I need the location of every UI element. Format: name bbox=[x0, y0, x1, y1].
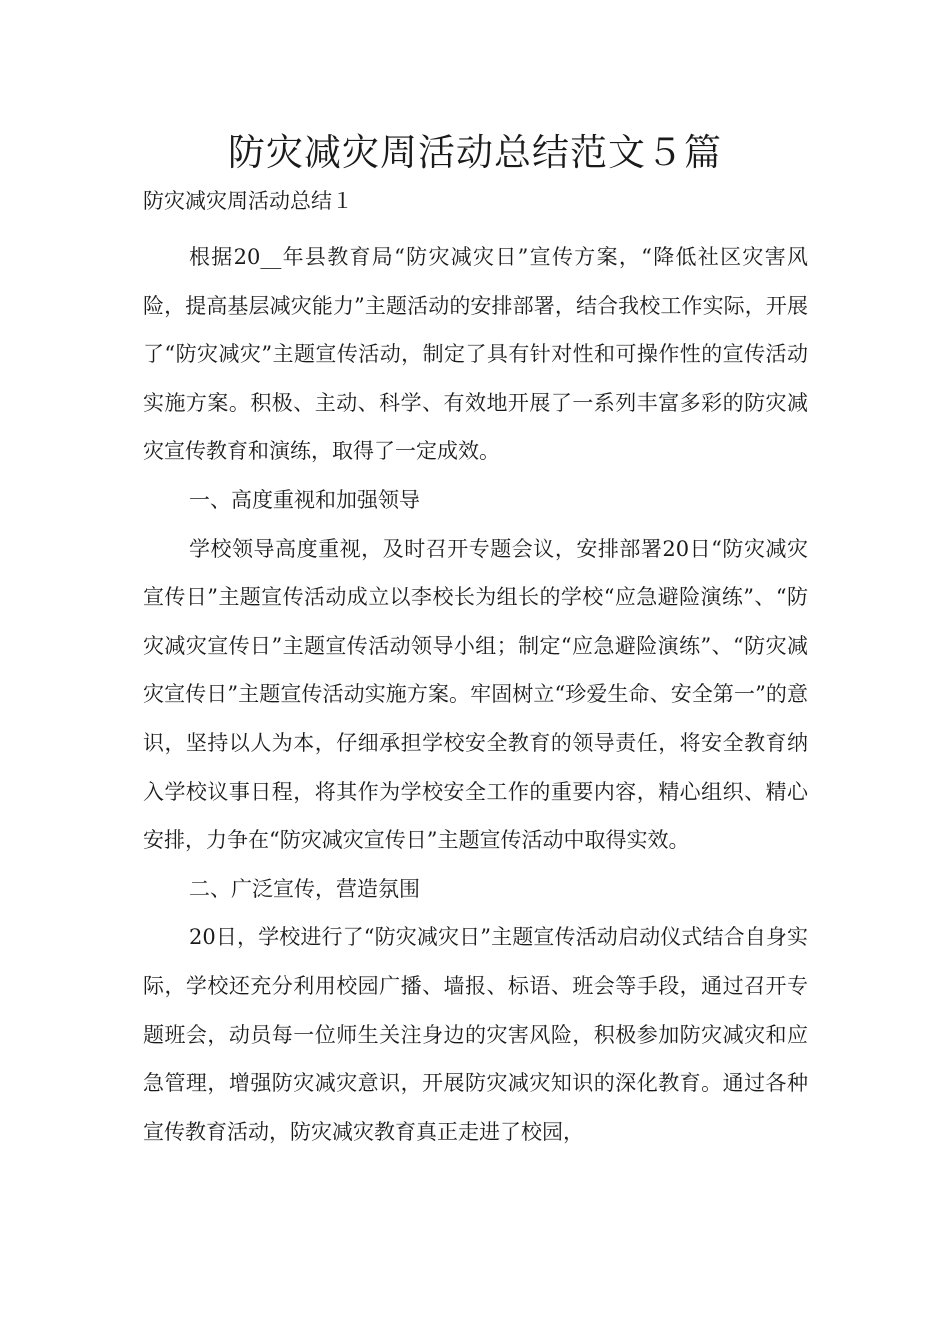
paragraph-intro: 根据20__年县教育局“防灾减灾日”宣传方案，“降低社区灾害风险，提高基层减灾能力”主题活动的安排部署，结合我校工作实际，开展了“防灾减灾”主题宣传活动，制定了具有针对性和可操作性的宣传活动实施方案。积极、主动、科学、有效地开展了一系列丰富多彩的防灾减灾宣传教育和演练，取得了一定成效。 bbox=[143, 245, 808, 464]
document-body bbox=[143, 233, 808, 1156]
paragraph-publicity: 20日，学校进行了“防灾减灾日”主题宣传活动启动仪式结合自身实际，学校还充分利用校园广播、墙报、标语、班会等手段，通过召开专题班会，动员每一位师生关注身边的灾害风险，积极参加防灾减灾和应急管理，增强防灾减灾意识，开展防灾减灾知识的深化教育。通过各种宣传教育活动，防灾减灾教育真正走进了校园， bbox=[143, 925, 808, 1144]
document-title: 防灾减灾周活动总结范文５篇 bbox=[228, 131, 722, 174]
document-subtitle: 防灾减灾周活动总结１ bbox=[143, 189, 353, 213]
paragraph-leadership: 学校领导高度重视，及时召开专题会议，安排部署20日“防灾减灾宣传日”主题宣传活动成立以李校长为组长的学校“应急避险演练”、“防灾减灾宣传日”主题宣传活动领导小组；制定“应急避险演练”、“防灾减灾宣传日”主题宣传活动实施方案。牢固树立“珍爱生命、安全第一”的意识，坚持以人为本，仔细承担学校安全教育的领导责任，将安全教育纳入学校议事日程，将其作为学校安全工作的重要内容，精心组织、精心安排，力争在“防灾减灾宣传日”主题宣传活动中取得实效。 bbox=[143, 536, 808, 853]
section-heading-2: 二、广泛宣传，营造氛围 bbox=[189, 876, 420, 901]
section-heading-1: 一、高度重视和加强领导 bbox=[189, 487, 420, 512]
